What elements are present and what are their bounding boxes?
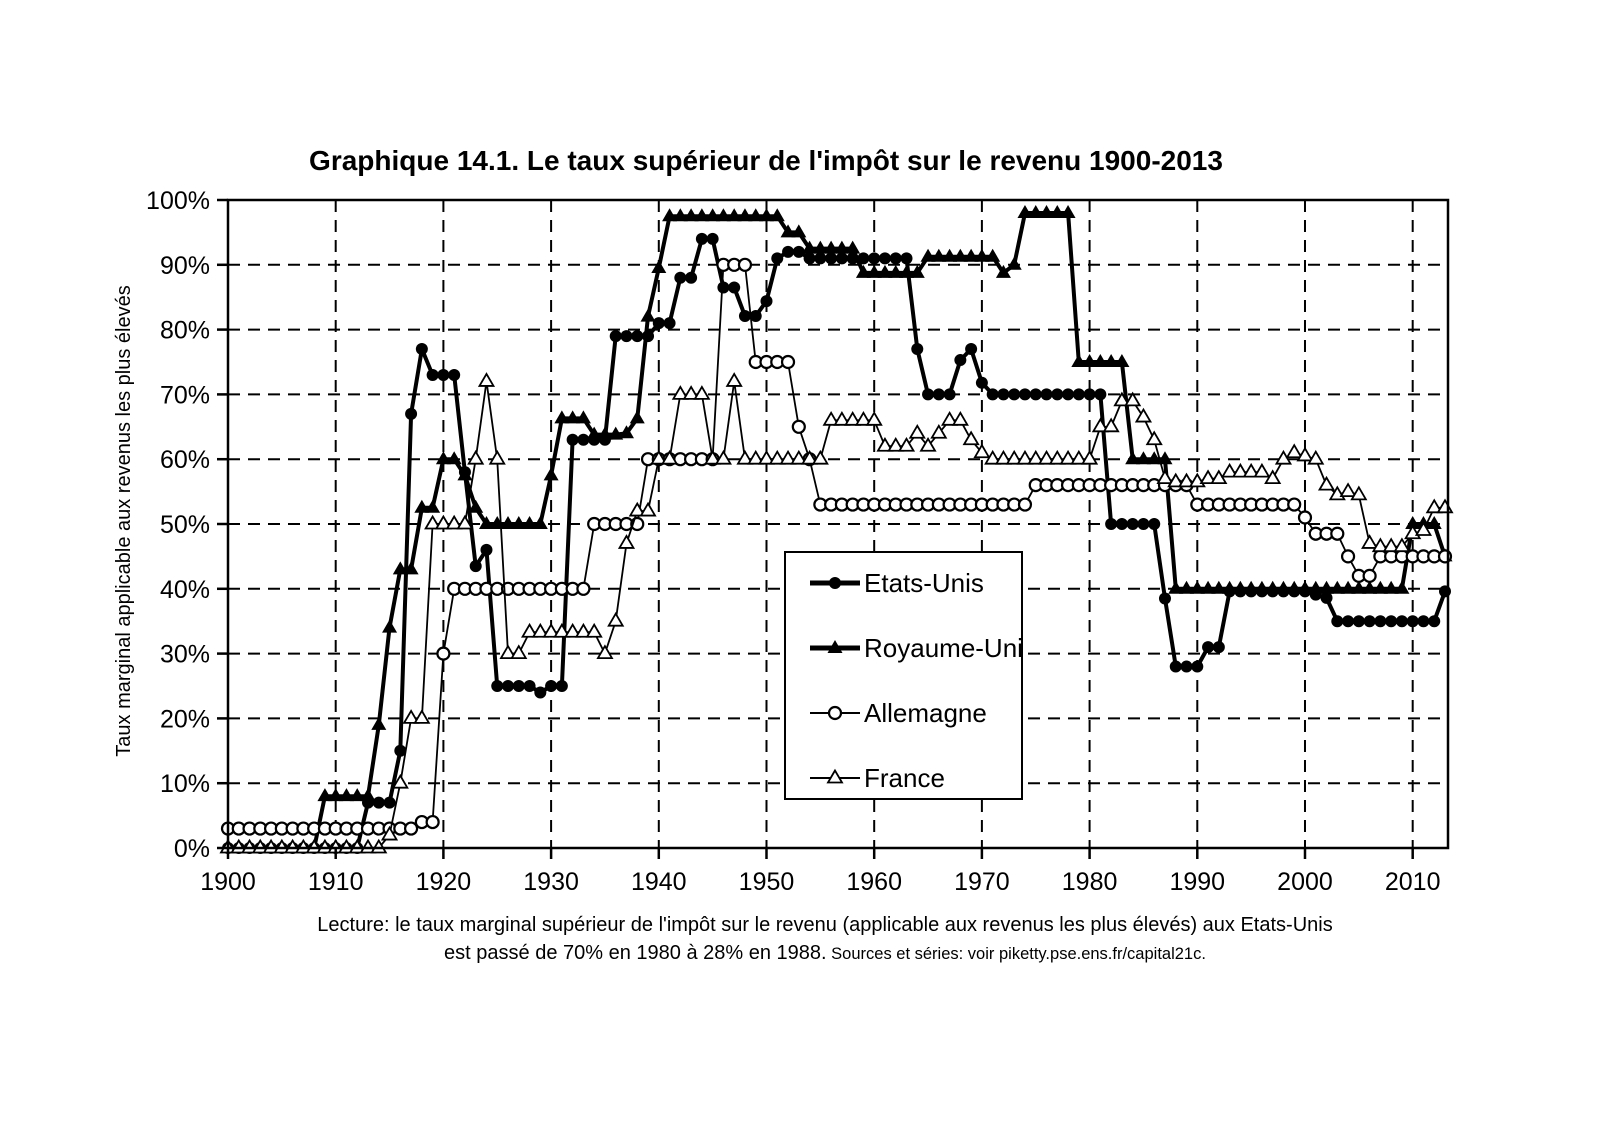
marker-open-triangle — [910, 426, 924, 438]
marker-filled-circle — [954, 354, 966, 366]
legend — [785, 552, 1023, 799]
marker-filled-circle — [1277, 585, 1289, 597]
legend-label: Etats-Unis — [864, 568, 984, 598]
marker-filled-circle — [1051, 388, 1063, 400]
marker-filled-circle — [1159, 593, 1171, 605]
marker-filled-circle — [717, 281, 729, 293]
marker-filled-circle — [405, 408, 417, 420]
marker-filled-circle — [674, 272, 686, 284]
chart-title: Graphique 14.1. Le taux supérieur de l'impôt sur le revenu 1900-2013 — [309, 145, 1223, 176]
marker-filled-circle — [1245, 585, 1257, 597]
marker-filled-circle — [448, 369, 460, 381]
marker-filled-circle — [760, 295, 772, 307]
marker-open-circle — [739, 259, 751, 271]
marker-filled-circle — [793, 246, 805, 258]
marker-filled-circle — [933, 388, 945, 400]
marker-open-circle — [1019, 499, 1031, 511]
marker-filled-circle — [1073, 388, 1085, 400]
marker-filled-triangle — [1007, 257, 1022, 270]
legend-label: Royaume-Uni — [864, 633, 1023, 663]
legend-label: Allemagne — [864, 698, 987, 728]
marker-filled-circle — [384, 797, 396, 809]
marker-filled-circle — [1267, 585, 1279, 597]
marker-filled-circle — [901, 252, 913, 264]
marker-filled-circle — [987, 388, 999, 400]
marker-filled-circle — [1213, 641, 1225, 653]
y-tick-label: 50% — [159, 511, 210, 539]
marker-filled-circle — [653, 317, 665, 329]
marker-filled-circle — [1385, 615, 1397, 627]
marker-filled-circle — [524, 680, 536, 692]
marker-open-triangle — [619, 536, 633, 548]
marker-filled-circle — [685, 272, 697, 284]
legend-label: France — [864, 763, 945, 793]
x-tick-label: 1930 — [523, 868, 579, 896]
marker-open-triangle — [727, 374, 741, 386]
marker-filled-circle — [1030, 388, 1042, 400]
marker-filled-circle — [804, 252, 816, 264]
x-tick-label: 1970 — [954, 868, 1010, 896]
marker-filled-circle — [965, 343, 977, 355]
marker-filled-circle — [556, 680, 568, 692]
marker-open-circle — [1288, 499, 1300, 511]
marker-filled-circle — [1331, 615, 1343, 627]
y-tick-label: 70% — [159, 381, 210, 410]
marker-open-triangle — [964, 432, 978, 444]
marker-open-triangle — [1158, 471, 1172, 483]
y-tick-label: 20% — [159, 705, 210, 734]
marker-filled-circle — [470, 560, 482, 572]
marker-open-circle — [829, 707, 841, 719]
marker-filled-circle — [588, 434, 600, 446]
marker-filled-circle — [1062, 388, 1074, 400]
x-tick-label: 1910 — [307, 868, 364, 896]
marker-filled-circle — [857, 252, 869, 264]
marker-open-circle — [427, 816, 439, 828]
marker-filled-circle — [620, 330, 632, 342]
x-tick-label: 1900 — [200, 868, 256, 896]
marker-open-triangle — [1104, 419, 1118, 431]
marker-filled-triangle — [544, 467, 559, 480]
marker-open-triangle — [609, 614, 623, 626]
marker-open-circle — [1299, 512, 1311, 524]
marker-filled-circle — [1116, 518, 1128, 530]
marker-filled-circle — [1288, 585, 1300, 597]
marker-filled-circle — [1127, 518, 1139, 530]
marker-filled-circle — [610, 330, 622, 342]
marker-open-triangle — [1255, 465, 1269, 477]
marker-filled-circle — [599, 434, 611, 446]
y-tick-label: 60% — [159, 446, 210, 475]
marker-filled-circle — [1310, 589, 1322, 601]
marker-open-triangle — [1287, 445, 1301, 457]
marker-open-triangle — [479, 374, 493, 386]
x-tick-label: 1940 — [630, 868, 687, 896]
marker-filled-circle — [1353, 615, 1365, 627]
marker-filled-circle — [922, 388, 934, 400]
marker-filled-circle — [1148, 518, 1160, 530]
marker-filled-circle — [997, 388, 1009, 400]
marker-filled-circle — [879, 252, 891, 264]
x-tick-label: 1990 — [1169, 868, 1226, 896]
marker-filled-circle — [1396, 615, 1408, 627]
marker-filled-circle — [1170, 661, 1182, 673]
marker-filled-circle — [1417, 615, 1429, 627]
marker-filled-circle — [577, 434, 589, 446]
marker-filled-circle — [1181, 661, 1193, 673]
marker-open-circle — [782, 356, 794, 368]
y-tick-label: 30% — [159, 640, 210, 669]
marker-open-triangle — [598, 646, 612, 658]
marker-open-triangle — [1363, 536, 1377, 548]
marker-open-triangle — [469, 452, 483, 464]
marker-open-circle — [1331, 528, 1343, 540]
x-tick-label: 1960 — [846, 868, 903, 896]
x-tick-label: 1950 — [738, 868, 795, 896]
marker-filled-circle — [1224, 585, 1236, 597]
marker-filled-circle — [1299, 585, 1311, 597]
marker-filled-circle — [1191, 661, 1203, 673]
marker-open-triangle — [695, 387, 709, 399]
marker-filled-circle — [1256, 585, 1268, 597]
marker-filled-circle — [739, 310, 751, 322]
marker-filled-circle — [728, 281, 740, 293]
marker-filled-circle — [944, 388, 956, 400]
marker-open-triangle — [1147, 432, 1161, 444]
marker-filled-circle — [1202, 641, 1214, 653]
marker-filled-circle — [513, 680, 525, 692]
marker-filled-circle — [1364, 615, 1376, 627]
marker-open-circle — [1364, 570, 1376, 582]
marker-open-circle — [793, 421, 805, 433]
marker-filled-circle — [631, 330, 643, 342]
y-tick-label: 40% — [159, 575, 210, 604]
x-tick-label: 1980 — [1061, 868, 1118, 896]
marker-open-triangle — [1320, 478, 1334, 490]
y-tick-label: 100% — [146, 187, 210, 215]
marker-filled-circle — [1321, 592, 1333, 604]
marker-filled-circle — [459, 466, 471, 478]
marker-filled-circle — [664, 317, 676, 329]
marker-open-triangle — [587, 625, 601, 637]
marker-open-triangle — [1438, 500, 1452, 512]
y-tick-label: 0% — [173, 835, 210, 863]
marker-filled-circle — [427, 369, 439, 381]
marker-open-triangle — [512, 646, 526, 658]
marker-filled-circle — [567, 434, 579, 446]
marker-filled-triangle — [382, 620, 397, 633]
marker-filled-circle — [373, 797, 385, 809]
y-tick-label: 10% — [159, 770, 210, 799]
y-tick-label: 90% — [159, 251, 210, 280]
y-axis-title: Taux marginal applicable aux revenus les plus élevés — [113, 285, 135, 757]
marker-filled-circle — [1342, 615, 1354, 627]
marker-open-circle — [577, 583, 589, 595]
marker-filled-circle — [416, 343, 428, 355]
caption-line-2 — [444, 942, 1206, 964]
marker-filled-circle — [1428, 615, 1440, 627]
marker-filled-circle — [976, 377, 988, 389]
marker-filled-circle — [1008, 388, 1020, 400]
marker-filled-circle — [1407, 615, 1419, 627]
marker-filled-circle — [491, 680, 503, 692]
marker-filled-circle — [502, 680, 514, 692]
marker-filled-circle — [771, 252, 783, 264]
y-tick-label: 80% — [159, 316, 210, 345]
marker-open-triangle — [1341, 484, 1355, 496]
marker-open-circle — [1342, 550, 1354, 562]
marker-filled-triangle — [630, 410, 645, 423]
marker-filled-circle — [1137, 518, 1149, 530]
x-tick-label: 1920 — [415, 868, 472, 896]
marker-filled-circle — [1105, 518, 1117, 530]
marker-open-triangle — [1083, 452, 1097, 464]
marker-filled-circle — [1094, 388, 1106, 400]
marker-filled-circle — [534, 686, 546, 698]
marker-filled-circle — [545, 680, 557, 692]
marker-filled-circle — [1374, 615, 1386, 627]
marker-filled-circle — [1041, 388, 1053, 400]
marker-filled-circle — [847, 252, 859, 264]
marker-filled-circle — [911, 343, 923, 355]
marker-filled-triangle — [651, 260, 666, 273]
marker-filled-circle — [362, 797, 374, 809]
marker-filled-circle — [782, 246, 794, 258]
caption-line-2-sources: Sources et séries: voir piketty.pse.ens.fr/capital21c. — [826, 945, 1206, 963]
marker-open-triangle — [867, 413, 881, 425]
marker-filled-circle — [642, 330, 654, 342]
marker-filled-circle — [829, 577, 841, 589]
marker-filled-circle — [814, 252, 826, 264]
marker-filled-circle — [1234, 585, 1246, 597]
marker-open-triangle — [415, 711, 429, 723]
marker-filled-circle — [825, 252, 837, 264]
marker-filled-circle — [1084, 388, 1096, 400]
marker-filled-circle — [868, 252, 880, 264]
marker-filled-circle — [696, 233, 708, 245]
marker-filled-circle — [1019, 388, 1031, 400]
x-tick-label: 2000 — [1277, 868, 1333, 896]
marker-filled-circle — [437, 369, 449, 381]
marker-open-triangle — [490, 452, 504, 464]
caption-line-1: Lecture: le taux marginal supérieur de l'impôt sur le revenu (applicable aux revenus les plus élevés) aux Etats-Unis — [317, 914, 1333, 936]
marker-filled-circle — [707, 233, 719, 245]
caption-line-2-main: est passé de 70% en 1980 à 28% en 1988. — [444, 942, 827, 964]
marker-open-triangle — [641, 504, 655, 516]
marker-open-triangle — [953, 413, 967, 425]
marker-filled-triangle — [641, 309, 656, 322]
marker-open-triangle — [1136, 410, 1150, 422]
marker-open-circle — [437, 648, 449, 660]
marker-filled-circle — [480, 544, 492, 556]
marker-filled-circle — [836, 252, 848, 264]
x-tick-label: 2010 — [1384, 868, 1441, 896]
marker-filled-circle — [890, 252, 902, 264]
